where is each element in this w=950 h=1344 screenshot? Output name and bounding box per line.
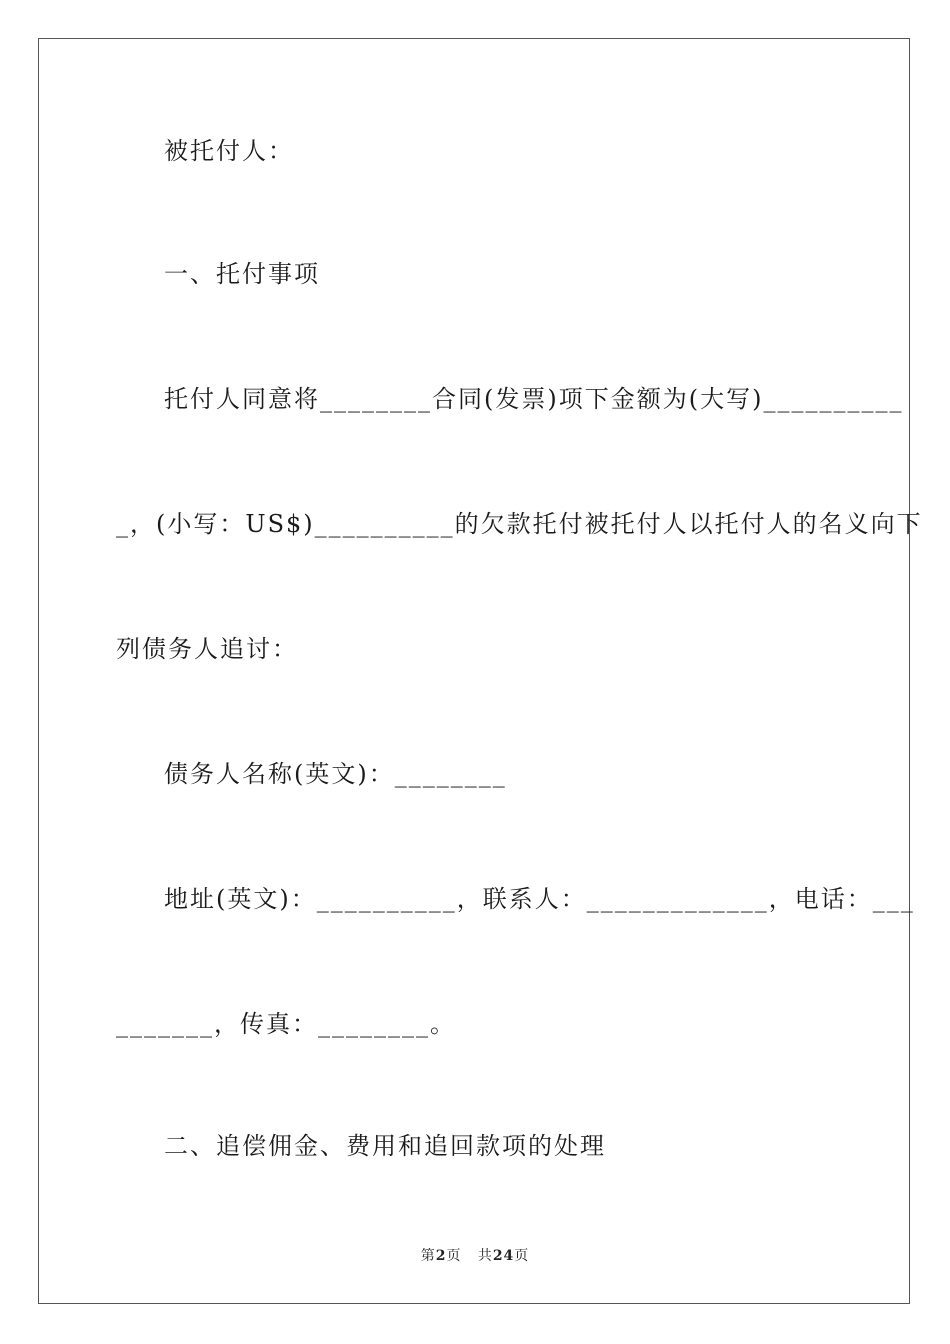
page-border [38, 38, 910, 1304]
section-heading: 一、托付事项 [164, 260, 320, 288]
paragraph-line: _，(小写：US$)__________的欠款托付被托付人以托付人的名义向下 [116, 510, 923, 538]
paragraph-line: 列债务人追讨： [116, 635, 298, 663]
paragraph-line: 债务人名称(英文)：________ [164, 760, 507, 788]
footer-total-prefix: 共 [477, 1248, 493, 1264]
paragraph-line: 被托付人： [164, 137, 294, 165]
page-footer [0, 1247, 950, 1265]
paragraph-line: 托付人同意将________合同(发票)项下金额为(大写)__________ [164, 385, 904, 413]
section-heading: 二、追偿佣金、费用和追回款项的处理 [164, 1132, 606, 1160]
current-page-number: 2 [435, 1248, 447, 1264]
paragraph-line: _______，传真：________。 [116, 1010, 456, 1038]
paragraph-line: 地址(英文)：__________，联系人：_____________，电话：___ [164, 885, 915, 913]
footer-page-suffix: 页 [446, 1248, 462, 1264]
footer-total-suffix: 页 [514, 1248, 530, 1264]
total-page-count: 24 [492, 1248, 515, 1264]
footer-prefix: 第 [420, 1248, 436, 1264]
